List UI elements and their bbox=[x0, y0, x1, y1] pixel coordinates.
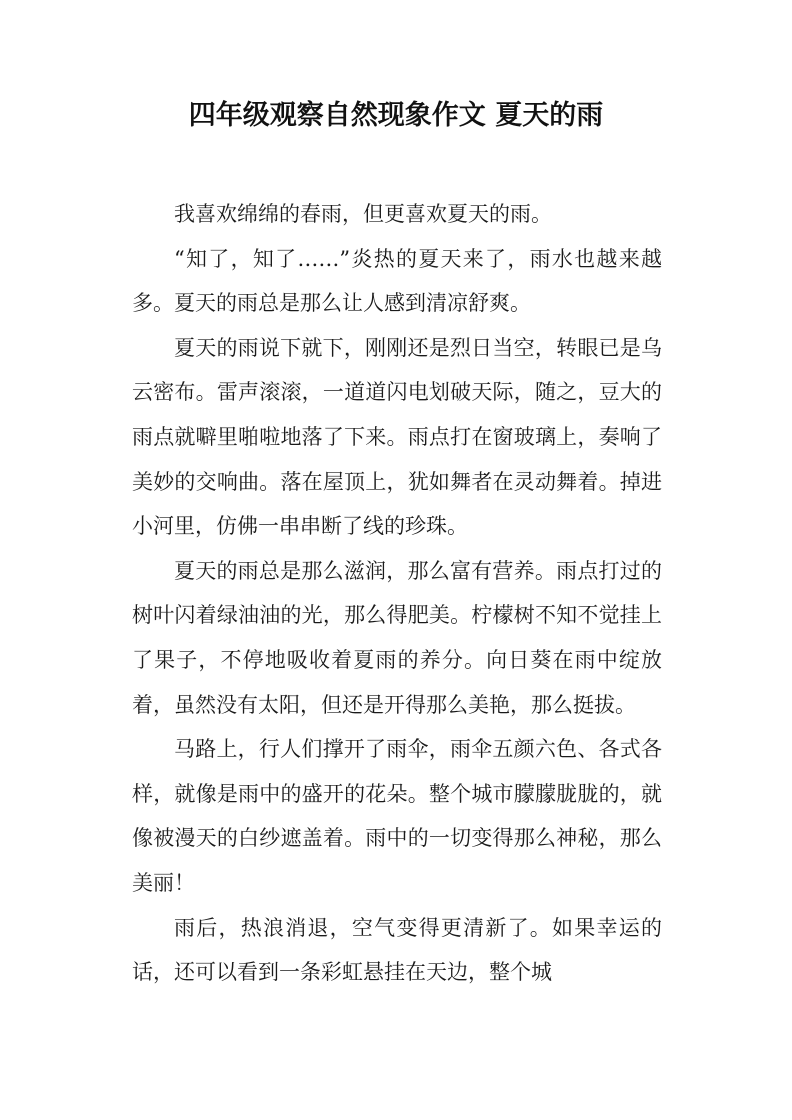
document-body bbox=[132, 192, 662, 995]
paragraph: “知了，知了……”炎热的夏天来了，雨水也越来越多。夏天的雨总是那么让人感到清凉舒爽。 bbox=[132, 246, 662, 316]
paragraph: 夏天的雨说下就下，刚刚还是烈日当空，转眼已是乌云密布。雷声滚滚，一道道闪电划破天际，随之，豆大的雨点就噼里啪啦地落了下来。雨点打在窗玻璃上，奏响了美妙的交响曲。落在屋顶上，犹如舞者在灵动舞着。掉进小河里，仿佛一串串断了线的珍珠。 bbox=[132, 335, 662, 539]
document-title: 四年级观察自然现象作文 夏天的雨 bbox=[188, 100, 604, 131]
paragraph: 我喜欢绵绵的春雨，但更喜欢夏天的雨。 bbox=[174, 202, 552, 226]
paragraph: 夏天的雨总是那么滋润，那么富有营养。雨点打过的树叶闪着绿油油的光，那么得肥美。柠檬树不知不觉挂上了果子，不停地吸收着夏雨的养分。向日葵在雨中绽放着，虽然没有太阳，但还是开得那么美艳，那么挺拔。 bbox=[132, 558, 662, 717]
paragraph: 马路上，行人们撑开了雨伞，雨伞五颜六色、各式各样，就像是雨中的盛开的花朵。整个城市朦朦胧胧的，就像被漫天的白纱遮盖着。雨中的一切变得那么神秘，那么美丽！ bbox=[132, 737, 662, 895]
paragraph: 雨后，热浪消退，空气变得更清新了。如果幸运的话，还可以看到一条彩虹悬挂在天边，整个城 bbox=[132, 915, 662, 985]
